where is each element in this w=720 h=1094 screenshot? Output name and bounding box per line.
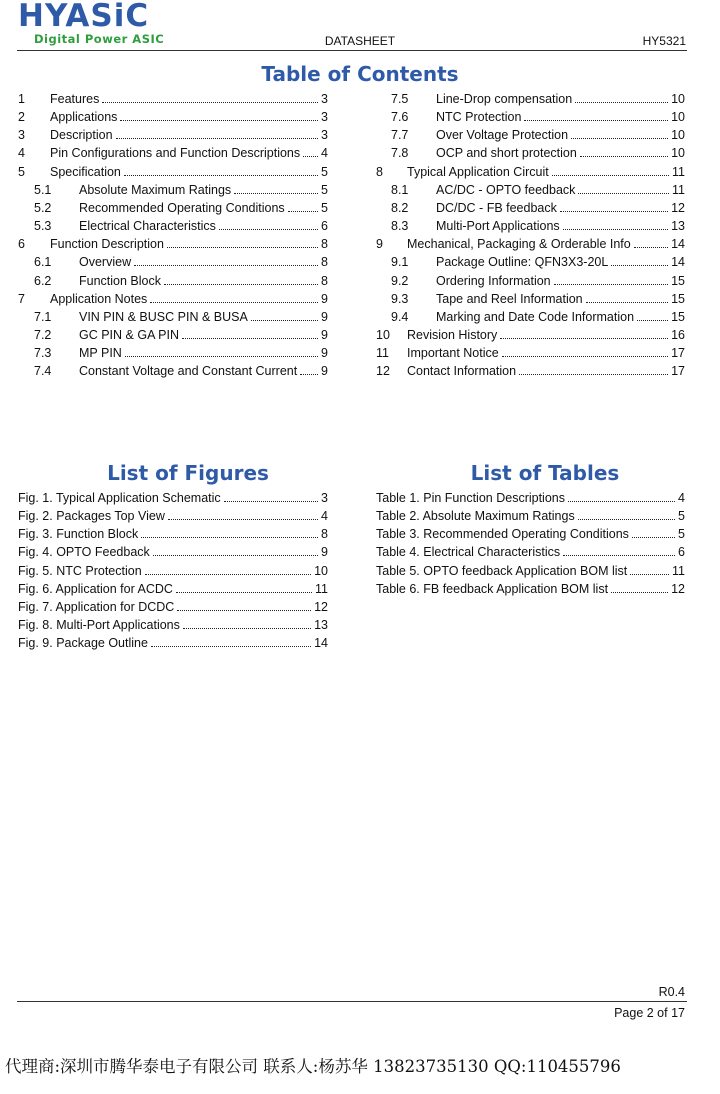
- entry-title: Applications: [50, 110, 118, 125]
- figure-entry[interactable]: [18, 561, 328, 579]
- dot-leader: [611, 265, 668, 266]
- entry-number: 9.2: [391, 273, 409, 288]
- dot-leader: [145, 574, 311, 575]
- entry-page-number: 13: [671, 219, 685, 234]
- entry-page-number: 10: [671, 146, 685, 161]
- entry-number: 7.5: [391, 92, 409, 106]
- entry-number: 9: [376, 237, 383, 252]
- entry-title: GC PIN & GA PIN: [79, 327, 180, 342]
- entry-number: 5.2: [34, 200, 52, 215]
- dot-leader: [611, 592, 668, 593]
- entry-page-number: 6: [321, 219, 328, 234]
- toc-entry[interactable]: [376, 361, 685, 379]
- figure-entry[interactable]: [18, 488, 328, 506]
- entry-title: Ordering Information: [436, 273, 551, 288]
- entry-page-number: 3: [321, 128, 328, 143]
- table-entry[interactable]: [376, 524, 685, 542]
- entry-number: 3: [18, 128, 25, 143]
- dot-leader: [182, 338, 318, 339]
- entry-title: Function Block: [79, 273, 161, 288]
- entry-page-number: 8: [321, 527, 328, 542]
- dot-leader: [234, 193, 318, 194]
- entry-title: Table 2. Absolute Maximum Ratings: [376, 509, 575, 524]
- entry-title: Description: [50, 128, 113, 143]
- toc-title: Table of Contents: [261, 62, 459, 86]
- entry-title: Table 5. OPTO feedback Application BOM list: [376, 563, 628, 578]
- entry-page-number: 14: [671, 255, 685, 270]
- entry-title: OCP and short protection: [436, 146, 577, 161]
- entry-title: Features: [50, 92, 100, 106]
- dot-leader: [219, 229, 318, 230]
- entry-number: 6: [18, 237, 25, 252]
- entry-title: Line-Drop compensation: [436, 92, 573, 106]
- entry-number: 8.3: [391, 219, 409, 234]
- figure-entry[interactable]: [18, 615, 328, 633]
- dot-leader: [120, 120, 318, 121]
- entry-page-number: 11: [672, 164, 685, 179]
- toc-entry[interactable]: [18, 271, 328, 289]
- toc-entry[interactable]: [18, 180, 328, 198]
- dot-leader: [560, 211, 668, 212]
- entry-title: Package Outline: QFN3X3-20L: [436, 255, 609, 270]
- dot-leader: [116, 138, 319, 139]
- entry-page-number: 15: [671, 309, 685, 324]
- entry-title: MP PIN: [79, 346, 122, 361]
- entry-page-number: 4: [678, 491, 685, 505]
- entry-title: Pin Configurations and Function Descriptions: [50, 146, 301, 161]
- entry-page-number: 14: [671, 237, 685, 252]
- entry-page-number: 8: [321, 273, 328, 288]
- page-number: Page 2 of 17: [614, 1006, 685, 1020]
- table-entry[interactable]: [376, 506, 685, 524]
- dot-leader: [630, 574, 669, 575]
- dot-leader: [153, 555, 318, 556]
- entry-title: AC/DC - OPTO feedback: [436, 182, 576, 197]
- entry-page-number: 5: [678, 509, 685, 524]
- table-entry[interactable]: [376, 488, 685, 506]
- document-type: DATASHEET: [324, 34, 396, 48]
- figure-entry[interactable]: [18, 524, 328, 542]
- entry-number: 9.4: [391, 309, 409, 324]
- footer-divider: [17, 1001, 687, 1002]
- table-entry[interactable]: [376, 579, 685, 597]
- dot-leader: [300, 374, 318, 375]
- entry-title: Fig. 1. Typical Application Schematic: [18, 491, 221, 505]
- entry-page-number: 15: [671, 291, 685, 306]
- entry-title: Fig. 2. Packages Top View: [18, 509, 165, 524]
- entry-title: Fig. 8. Multi-Port Applications: [18, 618, 180, 633]
- toc-entry[interactable]: [376, 180, 685, 198]
- toc-entry[interactable]: [18, 343, 328, 361]
- toc-entry[interactable]: [376, 107, 685, 125]
- dot-leader: [176, 592, 312, 593]
- table-entry[interactable]: [376, 542, 685, 560]
- entry-page-number: 5: [321, 182, 328, 197]
- entry-title: Fig. 9. Package Outline: [18, 636, 148, 651]
- entry-number: 7.7: [391, 128, 409, 143]
- toc-entry[interactable]: [18, 325, 328, 343]
- toc-entry[interactable]: [376, 216, 685, 234]
- entry-number: 11: [376, 346, 389, 361]
- entry-page-number: 14: [314, 636, 328, 651]
- dot-leader: [124, 175, 318, 176]
- entry-title: Mechanical, Packaging & Orderable Info: [407, 237, 631, 252]
- dot-leader: [634, 247, 668, 248]
- entry-title: Specification: [50, 164, 121, 179]
- toc-entry[interactable]: [376, 343, 685, 361]
- figure-entry[interactable]: [18, 542, 328, 560]
- entry-number: 5.3: [34, 219, 52, 234]
- entry-number: 7.2: [34, 327, 52, 342]
- dot-leader: [168, 519, 318, 520]
- dot-leader: [586, 302, 668, 303]
- entry-title: Table 6. FB feedback Application BOM list: [376, 581, 609, 596]
- toc-entry[interactable]: [376, 143, 685, 161]
- toc-entry[interactable]: [376, 289, 685, 307]
- entry-page-number: 12: [314, 599, 328, 614]
- entry-number: 7: [18, 291, 25, 306]
- entry-title: Revision History: [407, 327, 498, 342]
- entry-number: 10: [376, 327, 390, 342]
- toc-entry[interactable]: [18, 125, 328, 143]
- dot-leader: [632, 537, 675, 538]
- entry-page-number: 16: [671, 327, 685, 342]
- entry-page-number: 17: [671, 346, 685, 361]
- entry-page-number: 3: [321, 110, 328, 125]
- entry-number: 6.2: [34, 273, 52, 288]
- entry-page-number: 10: [314, 563, 328, 578]
- entry-page-number: 3: [321, 491, 328, 505]
- entry-page-number: 5: [321, 164, 328, 179]
- toc-entry[interactable]: [18, 361, 328, 379]
- dot-leader: [578, 193, 669, 194]
- entry-title: Fig. 4. OPTO Feedback: [18, 545, 150, 560]
- entry-title: Fig. 7. Application for DCDC: [18, 599, 175, 614]
- entry-number: 4: [18, 146, 25, 161]
- entry-title: Electrical Characteristics: [79, 219, 216, 234]
- entry-page-number: 9: [321, 346, 328, 361]
- entry-page-number: 9: [321, 309, 328, 324]
- toc-entry[interactable]: [376, 271, 685, 289]
- entry-title: Contact Information: [407, 364, 517, 379]
- entry-number: 1: [18, 92, 25, 106]
- toc-entry[interactable]: [18, 216, 328, 234]
- dot-leader: [102, 102, 318, 103]
- entry-number: 7.6: [391, 110, 409, 125]
- dot-leader: [637, 320, 668, 321]
- figures-title: List of Figures: [107, 461, 269, 485]
- dot-leader: [167, 247, 318, 248]
- toc-entry[interactable]: [376, 325, 685, 343]
- dot-leader: [224, 501, 318, 502]
- table-entry[interactable]: [376, 561, 685, 579]
- entry-page-number: 3: [321, 92, 328, 106]
- dot-leader: [303, 156, 318, 157]
- toc-entry[interactable]: [376, 162, 685, 180]
- entry-number: 8: [376, 164, 383, 179]
- toc-entry[interactable]: [18, 252, 328, 270]
- dot-leader: [151, 646, 311, 647]
- entry-number: 5.1: [34, 182, 52, 197]
- entry-number: 7.1: [34, 309, 52, 324]
- figure-entry[interactable]: [18, 633, 328, 651]
- entry-title: NTC Protection: [436, 110, 522, 125]
- toc-entry[interactable]: [18, 307, 328, 325]
- entry-page-number: 10: [671, 92, 685, 106]
- entry-page-number: 5: [321, 200, 328, 215]
- dot-leader: [563, 555, 675, 556]
- toc-entry[interactable]: [18, 162, 328, 180]
- dot-leader: [563, 229, 668, 230]
- dot-leader: [141, 537, 318, 538]
- entry-page-number: 12: [671, 581, 685, 596]
- toc-entry[interactable]: [18, 289, 328, 307]
- dot-leader: [519, 374, 668, 375]
- entry-page-number: 10: [671, 128, 685, 143]
- entry-title: Fig. 5. NTC Protection: [18, 563, 142, 578]
- dot-leader: [125, 356, 318, 357]
- entry-number: 8.2: [391, 200, 409, 215]
- dot-leader: [554, 284, 668, 285]
- dot-leader: [568, 501, 675, 502]
- entry-title: Overview: [79, 255, 132, 270]
- entry-title: Important Notice: [407, 346, 499, 361]
- entry-title: Fig. 3. Function Block: [18, 527, 139, 542]
- entry-page-number: 4: [321, 509, 328, 524]
- entry-page-number: 11: [315, 581, 328, 596]
- dot-leader: [183, 628, 311, 629]
- entry-number: 7.8: [391, 146, 409, 161]
- dot-leader: [524, 120, 668, 121]
- entry-title: Multi-Port Applications: [436, 219, 560, 234]
- toc-entry[interactable]: [18, 89, 328, 107]
- dot-leader: [177, 610, 311, 611]
- entry-page-number: 9: [321, 327, 328, 342]
- entry-number: 2: [18, 110, 25, 125]
- figure-entry[interactable]: [18, 579, 328, 597]
- entry-page-number: 10: [671, 110, 685, 125]
- entry-page-number: 4: [321, 146, 328, 161]
- dot-leader: [150, 302, 318, 303]
- entry-page-number: 17: [671, 364, 685, 379]
- toc-entry[interactable]: [18, 143, 328, 161]
- entry-title: Typical Application Circuit: [407, 164, 549, 179]
- tables-title: List of Tables: [470, 461, 620, 485]
- dot-leader: [134, 265, 318, 266]
- logo-tagline: Digital Power ASIC: [34, 32, 165, 46]
- entry-title: Application Notes: [50, 291, 148, 306]
- dot-leader: [580, 156, 668, 157]
- dot-leader: [288, 211, 318, 212]
- dot-leader: [571, 138, 668, 139]
- toc-entry[interactable]: [18, 234, 328, 252]
- entry-page-number: 5: [678, 527, 685, 542]
- entry-title: Function Description: [50, 237, 164, 252]
- toc-entry[interactable]: [18, 198, 328, 216]
- figure-entry[interactable]: [18, 506, 328, 524]
- toc-entry[interactable]: [376, 125, 685, 143]
- entry-title: DC/DC - FB feedback: [436, 200, 557, 215]
- entry-title: Table 1. Pin Function Descriptions: [376, 491, 565, 505]
- entry-page-number: 9: [321, 545, 328, 560]
- entry-page-number: 15: [671, 273, 685, 288]
- entry-title: Table 3. Recommended Operating Conditions: [376, 527, 629, 542]
- entry-title: Recommended Operating Conditions: [79, 200, 285, 215]
- toc-entry[interactable]: [376, 198, 685, 216]
- part-number: HY5321: [642, 34, 686, 48]
- entry-page-number: 8: [321, 237, 328, 252]
- dot-leader: [502, 356, 668, 357]
- entry-title: Over Voltage Protection: [436, 128, 569, 143]
- entry-number: 12: [376, 364, 390, 379]
- toc-entry[interactable]: [18, 107, 328, 125]
- entry-title: Table 4. Electrical Characteristics: [376, 545, 561, 560]
- entry-number: 9.3: [391, 291, 409, 306]
- entry-title: Marking and Date Code Information: [436, 309, 635, 324]
- entry-number: 8.1: [391, 182, 409, 197]
- entry-number: 6.1: [34, 255, 52, 270]
- toc-entry[interactable]: [376, 252, 685, 270]
- entry-title: Tape and Reel Information: [436, 291, 583, 306]
- dot-leader: [552, 175, 669, 176]
- entry-page-number: 13: [314, 618, 328, 633]
- entry-page-number: 11: [672, 563, 685, 578]
- entry-page-number: 6: [678, 545, 685, 560]
- entry-page-number: 9: [321, 364, 328, 379]
- entry-page-number: 9: [321, 291, 328, 306]
- header-divider: [17, 50, 687, 51]
- entry-title: Constant Voltage and Constant Current: [79, 364, 298, 379]
- figure-entry[interactable]: [18, 597, 328, 615]
- dot-leader: [500, 338, 668, 339]
- dot-leader: [578, 519, 675, 520]
- company-logo: HYASiC: [18, 0, 150, 34]
- revision-label: R0.4: [658, 985, 685, 999]
- dot-leader: [164, 284, 318, 285]
- distributor-contact-line: 代理商:深圳市腾华泰电子有限公司 联系人:杨苏华 13823735130 QQ:110455796: [5, 1057, 621, 1076]
- entry-title: VIN PIN & BUSC PIN & BUSA: [79, 309, 248, 324]
- toc-entry[interactable]: [376, 234, 685, 252]
- entry-page-number: 8: [321, 255, 328, 270]
- entry-number: 9.1: [391, 255, 409, 270]
- toc-entry[interactable]: [376, 307, 685, 325]
- entry-page-number: 12: [671, 200, 685, 215]
- entry-number: 5: [18, 164, 25, 179]
- dot-leader: [251, 320, 318, 321]
- entry-number: 7.4: [34, 364, 52, 379]
- toc-entry[interactable]: [376, 89, 685, 107]
- entry-title: Absolute Maximum Ratings: [79, 182, 232, 197]
- entry-page-number: 11: [672, 182, 685, 197]
- dot-leader: [575, 102, 668, 103]
- entry-title: Fig. 6. Application for ACDC: [18, 581, 173, 596]
- entry-number: 7.3: [34, 346, 52, 361]
